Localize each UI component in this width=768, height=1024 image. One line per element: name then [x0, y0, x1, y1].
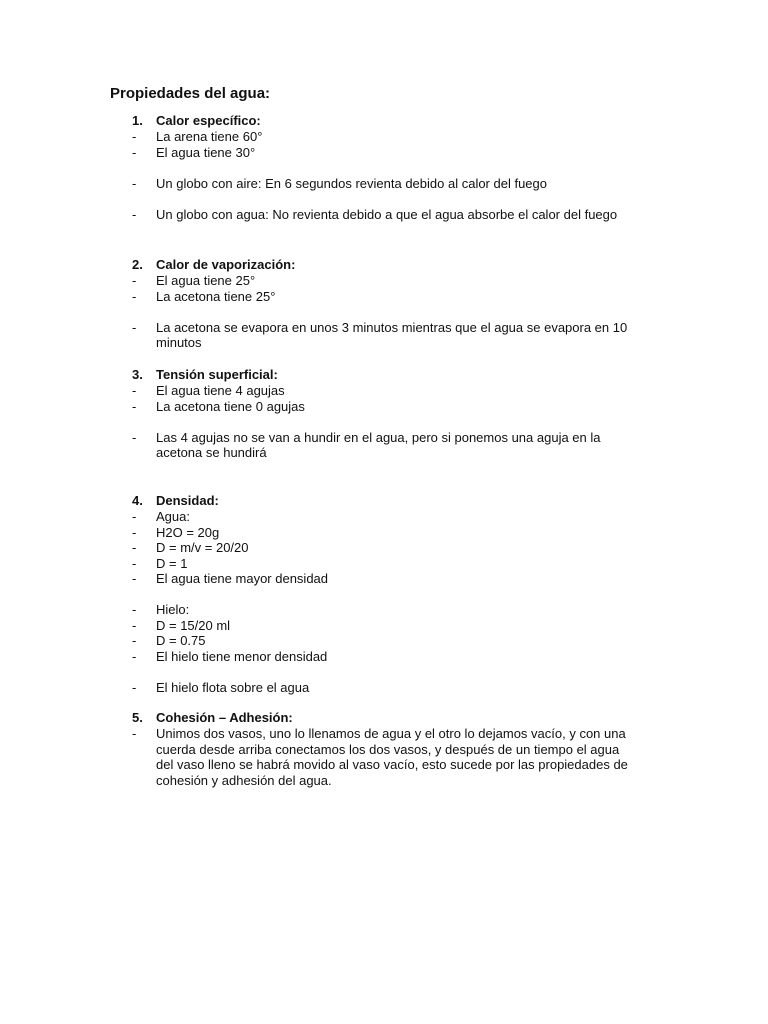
bullet-dash: -	[132, 509, 137, 524]
section-title: Tensión superficial:	[156, 367, 278, 382]
list-item	[132, 289, 692, 305]
list-item-text: La acetona tiene 25°	[156, 288, 276, 304]
list-item-text: Un globo con agua: No revienta debido a que el agua absorbe el calor del fuego	[156, 206, 618, 222]
list-item	[132, 430, 692, 461]
list-item	[132, 273, 692, 289]
bullet-dash: -	[132, 617, 137, 633]
list-item	[132, 649, 692, 665]
bullet-dash: -	[132, 555, 137, 571]
list-item-text: La acetona tiene 0 agujas	[156, 398, 305, 414]
list-item	[132, 207, 692, 223]
list-item-text: Un globo con aire: En 6 segundos revienta debido al calor del fuego	[156, 175, 547, 191]
list-item-text: D = 15/20 ml	[156, 617, 231, 633]
bullet-dash: -	[132, 175, 137, 191]
bullet-dash: -	[132, 319, 137, 335]
bullet-dash: -	[132, 648, 137, 664]
bullet-dash: -	[132, 571, 137, 586]
spacer	[132, 414, 692, 430]
list-item	[132, 602, 692, 618]
bullet-dash: -	[132, 398, 137, 414]
spacer	[132, 587, 692, 603]
bullet-dash: -	[132, 129, 137, 144]
list-item	[132, 129, 692, 145]
section-heading	[132, 367, 692, 383]
list-item	[132, 571, 692, 587]
list-item	[132, 145, 692, 161]
list-item	[132, 726, 692, 788]
list-item-text: D = 1	[156, 555, 188, 571]
section-title: Calor específico:	[156, 113, 261, 128]
section-title: Calor de vaporización:	[156, 257, 296, 272]
list-item-text: Hielo:	[156, 602, 190, 617]
section-number: 5.	[132, 710, 143, 725]
bullet-dash: -	[132, 679, 137, 695]
list-item	[132, 525, 692, 541]
section-cohesion-adhesion	[132, 710, 692, 788]
section-calor-especifico	[132, 113, 692, 222]
list-item-text: El agua tiene 4 agujas	[156, 383, 285, 398]
bullet-dash: -	[132, 726, 137, 741]
section-title: Cohesión – Adhesión:	[156, 710, 293, 725]
section-number: 4.	[132, 493, 143, 508]
section-number: 1.	[132, 113, 143, 128]
bullet-dash: -	[132, 288, 137, 304]
list-item-text: El agua tiene 25°	[156, 273, 256, 288]
list-item-text: Agua:	[156, 509, 190, 524]
bullet-dash: -	[132, 524, 137, 540]
section-heading	[132, 710, 692, 726]
section-number: 3.	[132, 367, 143, 382]
list-item-text: El hielo tiene menor densidad	[156, 648, 328, 664]
list-item	[132, 320, 692, 351]
list-item	[132, 509, 692, 525]
bullet-dash: -	[132, 540, 137, 555]
list-item-text: D = m/v = 20/20	[156, 540, 249, 555]
list-item	[132, 633, 692, 649]
list-item	[132, 383, 692, 399]
spacer	[132, 160, 692, 176]
bullet-dash: -	[132, 273, 137, 288]
list-item	[132, 540, 692, 556]
section-heading	[132, 113, 692, 129]
list-item	[132, 618, 692, 634]
bullet-dash: -	[132, 383, 137, 398]
list-item-text: El agua tiene mayor densidad	[156, 571, 329, 586]
list-item-text: La arena tiene 60°	[156, 129, 263, 144]
page-title: Propiedades del agua:	[110, 85, 271, 102]
section-title: Densidad:	[156, 493, 219, 508]
section-calor-vaporizacion	[132, 257, 692, 351]
bullet-dash: -	[132, 144, 137, 160]
list-item-text: Unimos dos vasos, uno lo llenamos de agua y el otro lo dejamos vacío, y con una cuerda desde arriba conectamos los dos vasos, y después de un tiempo el agua del vaso lleno se habrá movido al vaso vacío, esto sucede por las propiedades de cohesión y adhesión del agua.	[156, 726, 628, 788]
section-heading	[132, 257, 692, 273]
list-item-text: Las 4 agujas no se van a hundir en el agua, pero si ponemos una aguja en la acetona se hundirá	[156, 429, 601, 460]
bullet-dash: -	[132, 206, 137, 222]
section-heading	[132, 493, 692, 509]
bullet-dash: -	[132, 602, 137, 617]
list-item	[132, 176, 692, 192]
list-item-text: La acetona se evapora en unos 3 minutos mientras que el agua se evapora en 10 minutos	[156, 319, 628, 350]
list-item-text: El agua tiene 30°	[156, 144, 256, 160]
list-item-text: H2O = 20g	[156, 524, 220, 540]
section-tension-superficial	[132, 367, 692, 461]
section-densidad	[132, 493, 692, 695]
list-item	[132, 399, 692, 415]
spacer	[132, 304, 692, 320]
bullet-dash: -	[132, 633, 137, 648]
list-item	[132, 556, 692, 572]
section-number: 2.	[132, 257, 143, 272]
bullet-dash: -	[132, 429, 137, 445]
list-item-text: D = 0.75	[156, 633, 206, 648]
spacer	[132, 191, 692, 207]
list-item-text: El hielo flota sobre el agua	[156, 679, 310, 695]
list-item	[132, 680, 692, 696]
spacer	[132, 664, 692, 680]
